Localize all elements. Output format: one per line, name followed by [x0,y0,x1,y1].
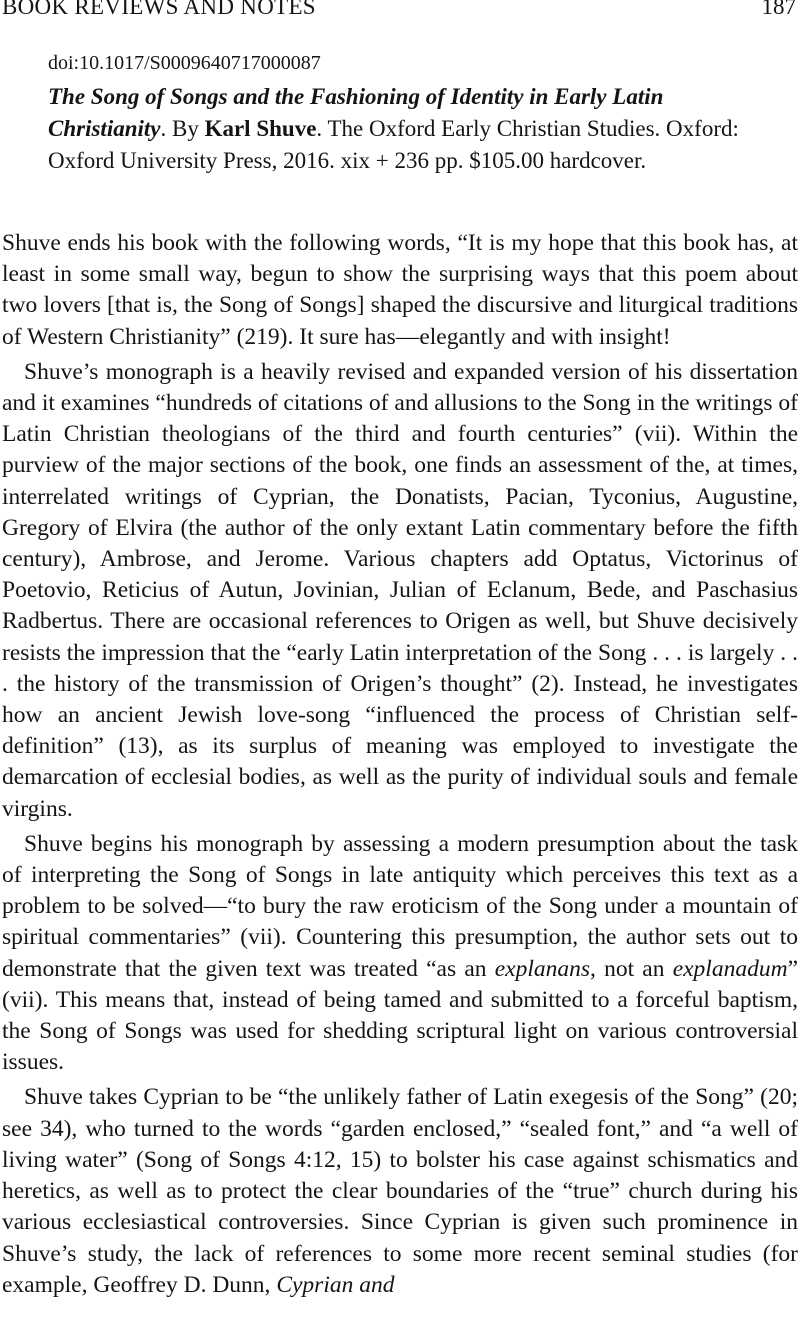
publication-details: . The Oxford Early Christian Studies. Oxford: Oxford University Press, 2016. xix + 236 pp. $105.00 hardcover. [48,116,739,173]
review-body [2,228,798,1301]
running-head: BOOK REVIEWS AND NOTES [2,0,316,19]
doi[interactable]: doi:10.1017/S0009640717000087 [48,52,321,74]
explanans-term: explanans [494,955,590,982]
paragraph-3 [2,829,798,1079]
book-citation [48,49,780,177]
paragraph-4 [2,1082,798,1300]
explanadum-term: explanadum [672,955,788,982]
paragraph-4-text: Shuve takes Cyprian to be “the unlikely father of Latin exegesis of the Song” (20; see 34), who turned to the words “garden enclosed,” “sealed font,” and “a well of living water” (Song of Songs 4:12, 15) to bolster his case against schismatics and heretics, as well as to protect the clear boundaries of the “true” church during his various ecclesiastical controversies. Since Cyprian is given such prominence in Shuve’s study, the lack of references to some more recent seminal studies (for example, Geoffrey D. Dunn, [2,1084,798,1298]
paragraph-3-text-a: Shuve begins his monograph by assessing a modern presumption about the task of interpreting the Song of Songs in late antiquity which perceives this text as a problem to be solved—“to bury the raw eroticism of the Song under a mountain of spiritual commentaries” (vii). Countering this presumption, the author sets out to demonstrate that the given text was treated “as an [2,830,798,982]
cited-book-title: Cyprian and [276,1271,395,1298]
book-author: Karl Shuve [204,116,317,141]
paragraph-2: Shuve’s monograph is a heavily revised and expanded version of his dissertation and it examines “hundreds of citations of and allusions to the Song in the writings of Latin Christian theologians of the third and fourth centuries” (vii). Within the purview of the major sections of the book, one finds an assessment of the, at times, interrelated writings of Cyprian, the Donatists, Pacian, Tyconius, Augustine, Gregory of Elvira (the author of the only extant Latin commentary before the fifth century), Ambrose, and Jerome. Various chapters add Optatus, Victorinus of Poetovio, Reticius of Autun, Jovinian, Julian of Eclanum, Bede, and Paschasius Radbertus. There are occasional references to Origen as well, but Shuve decisively resists the impression that the “early Latin interpretation of the Song . . . is largely . . . the history of the transmission of Origen’s thought” (2). Instead, he investigates how an ancient Jewish love-song “influenced the process of Christian self-definition” (13), as its surplus of meaning was employed to investigate the demarcation of ecclesial bodies, as well as the purity of individual souls and female virgins. [2,358,798,822]
citation-by: . By [160,116,205,141]
page-number: 187 [761,0,796,19]
paragraph-3-text-c: ” (vii). This means that, instead of being tamed and submitted to a forceful baptism, the Song of Songs was used for shedding scriptural light on various controversial issues. [2,955,798,1076]
page-header [2,0,796,28]
paragraph-1: Shuve ends his book with the following words, “It is my hope that this book has, at least in some small way, begun to show the surprising ways that this poem about two lovers [that is, the Song of Songs] shaped the discursive and liturgical traditions of Western Christianity” (219). It sure has—elegantly and with insight! [2,230,798,350]
book-title: The Song of Songs and the Fashioning of Identity in Early Latin Christianity [48,84,664,141]
paragraph-3-text-b: , not an [590,955,673,982]
